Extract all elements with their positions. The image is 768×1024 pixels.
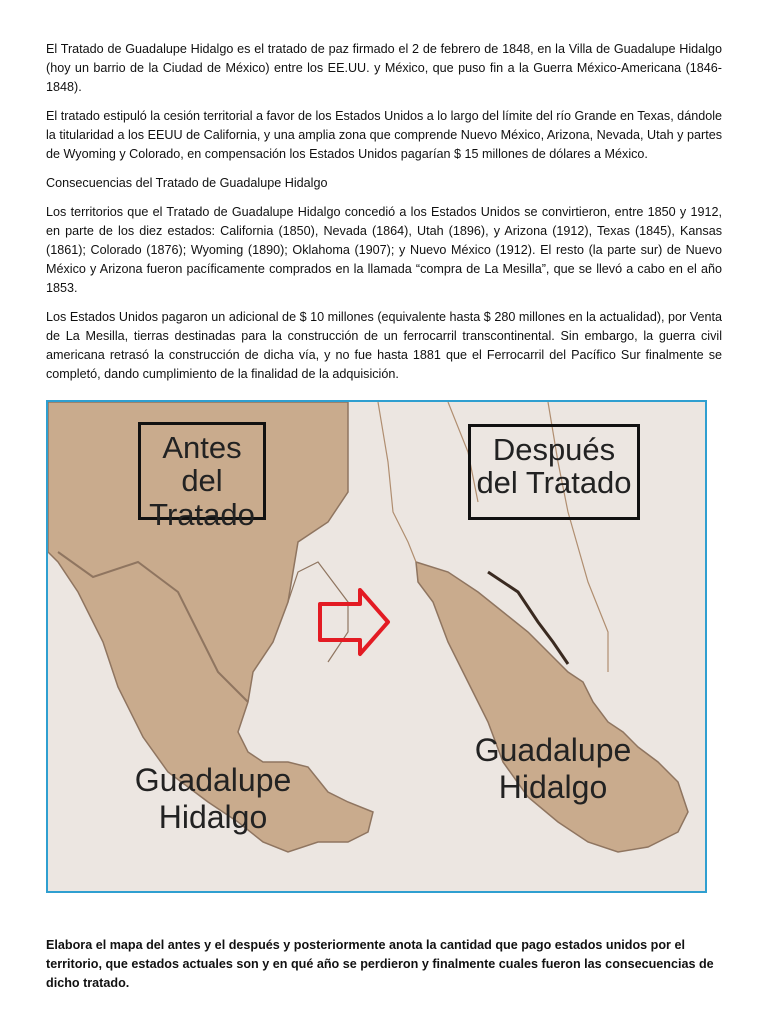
paragraph-2: El tratado estipuló la cesión territorial a favor de los Estados Unidos a lo largo del límite del río Grande en Texas, dándole la titularidad a los EEUU de California, y una amplia zona que comprende Nuevo México, Arizona, Nevada, Utah y partes de Wyoming y Colorado, en compensación los Estados Unidos pagarían $ 15 millones de dólares a México.	[46, 109, 723, 161]
paragraph-3: Los territorios que el Tratado de Guadalupe Hidalgo concedió a los Estados Unidos se convirtieron, entre 1850 y 1912, en parte de los diez estados: California (1850), Nevada (1864), Utah (1896), y Arizona (1912), Texas (1845), Kansas (1861); Colorado (1876); Wyoming (1890); Oklahoma (1907); y Nuevo México (1912). El resto (la parte sur) de Nuevo México y Arizona fueron pacíficamente comprados en la llamada “compra de La Mesilla”, que se llevó a cabo en el año 1853.	[46, 205, 722, 295]
section-heading: Consecuencias del Tratado de Guadalupe Hidalgo	[46, 176, 328, 190]
paragraph-4: Los Estados Unidos pagaron un adicional de $ 10 millones (equivalente hasta $ 280 millones en la actualidad), por Venta de La Mesilla, tierras destinadas para la construcción de un ferrocarril transcontinental. Sin embargo, la guerra civil americana retrasó la construcción de dicha vía, y no fue hasta 1881 que el Ferrocarril del Pacífico Sur finalmente se completó, dando cumplimiento de la finalidad de la adquisición.	[46, 310, 722, 381]
document-body	[46, 40, 722, 394]
before-treaty-label: Antes del Tratado	[138, 422, 266, 520]
right-map-caption: Guadalupe Hidalgo	[474, 732, 632, 805]
treaty-map-figure	[46, 400, 707, 893]
transition-arrow-icon	[320, 590, 388, 654]
paragraph-1: El Tratado de Guadalupe Hidalgo es el tratado de paz firmado el 2 de febrero de 1848, en la Villa de Guadalupe Hidalgo (hoy un barrio de la Ciudad de México) entre los EE.UU. y México, que puso fin a la Guerra México-Americana (1846-1848).	[46, 42, 722, 94]
after-treaty-label: Después del Tratado	[468, 424, 640, 520]
map-after-territory	[416, 562, 688, 852]
activity-instruction: Elabora el mapa del antes y el después y posteriormente anota la cantidad que pago estados unidos por el territorio, que estados actuales son y en qué año se perdieron y finalmente cuales fueron las consecuencias de dicho tratado.	[46, 938, 714, 990]
left-map-caption: Guadalupe Hidalgo	[134, 762, 292, 835]
